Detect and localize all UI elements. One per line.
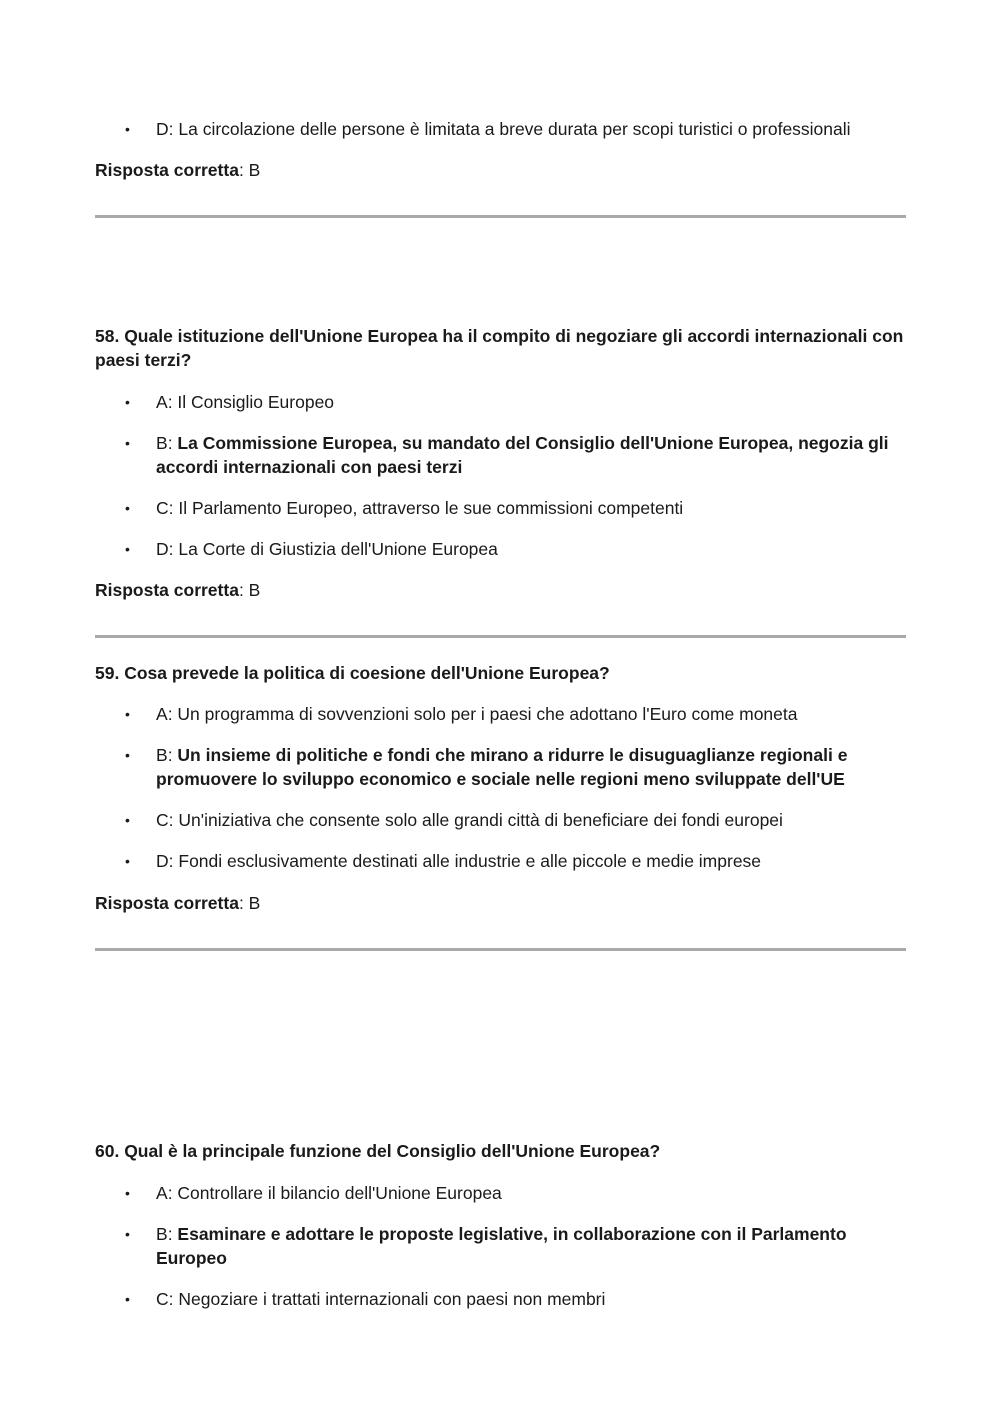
question-59 [95,661,910,915]
answer-value: B [248,893,261,913]
answer-value: B [248,580,261,600]
option-d: • D: La circolazione delle persone è limitata a breve durata per scopi turistici o professionali [125,119,851,139]
bullet-icon: • [125,853,130,869]
option-a: • A: Il Consiglio Europeo [125,392,335,412]
bullet-icon: • [125,812,130,828]
section-divider [95,215,906,218]
question-58 [95,324,910,602]
option-letter: B [156,745,168,765]
option-text: Il Parlamento Europeo, attraverso le sue commissioni competenti [178,498,684,518]
bullet-icon: • [125,706,130,722]
option-text: Negoziare i trattati internazionali con paesi non membri [178,1289,606,1309]
option-text: La Corte di Giustizia dell'Unione Europea [178,539,498,559]
option-letter: D [156,539,169,559]
section-divider [95,948,906,951]
option-text: La circolazione delle persone è limitata a breve durata per scopi turistici o professionali [178,119,851,139]
option-a: • A: Un programma di sovvenzioni solo per i paesi che adottano l'Euro come moneta [125,704,798,724]
option-letter: A [156,704,168,724]
option-letter: C [156,498,169,518]
bullet-icon: • [125,394,130,410]
bullet-icon: • [125,435,130,451]
option-b: • B: La Commissione Europea, su mandato del Consiglio dell'Unione Europea, negozia gli accordi internazionali con paesi terzi [125,433,889,477]
bullet-icon: • [125,747,130,763]
option-letter: B [156,433,168,453]
question-title: 59. Cosa prevede la politica di coesione dell'Unione Europea? [95,663,610,683]
option-list [95,702,910,873]
option-c: • C: Negoziare i trattati internazionali con paesi non membri [125,1289,606,1309]
option-b: • B: Esaminare e adottare le proposte legislative, in collaborazione con il Parlamento Europeo [125,1224,847,1268]
option-c: • C: Un'iniziativa che consente solo alle grandi città di beneficiare dei fondi europei [125,810,783,830]
answer-value: B [248,160,261,180]
question-title: 58. Quale istituzione dell'Unione Europea ha il compito di negoziare gli accordi internazionali con paesi terzi? [95,326,904,370]
option-d: • D: La Corte di Giustizia dell'Unione Europea [125,539,498,559]
question-title: 60. Qual è la principale funzione del Consiglio dell'Unione Europea? [95,1141,661,1161]
option-c: • C: Il Parlamento Europeo, attraverso le sue commissioni competenti [125,498,684,518]
option-text: La Commissione Europea, su mandato del Consiglio dell'Unione Europea, negozia gli accordi internazionali con paesi terzi [156,433,889,477]
answer-label: Risposta corretta [95,580,239,600]
option-letter: D [156,851,169,871]
answer-label: Risposta corretta [95,160,239,180]
option-list [95,1181,910,1311]
option-text: Un'iniziativa che consente solo alle grandi città di beneficiare dei fondi europei [178,810,783,830]
question-57-tail [95,117,910,182]
bullet-icon: • [125,1226,130,1242]
option-text: Controllare il bilancio dell'Unione Europea [177,1183,502,1203]
correct-answer: Risposta corretta: B [95,160,261,180]
option-text: Il Consiglio Europeo [177,392,335,412]
option-b: • B: Un insieme di politiche e fondi che mirano a ridurre le disuguaglianze regionali e promuovere lo sviluppo economico e sociale nelle regioni meno sviluppate dell'UE [125,745,848,789]
option-text: Un programma di sovvenzioni solo per i paesi che adottano l'Euro come moneta [177,704,798,724]
correct-answer: Risposta corretta: B [95,893,261,913]
option-list [95,117,910,141]
option-d: • D: Fondi esclusivamente destinati alle industrie e alle piccole e medie imprese [125,851,762,871]
option-letter: A [156,1183,168,1203]
bullet-icon: • [125,121,130,137]
option-a: • A: Controllare il bilancio dell'Unione Europea [125,1183,502,1203]
bullet-icon: • [125,1291,130,1307]
bullet-icon: • [125,1185,130,1201]
option-letter: B [156,1224,168,1244]
answer-label: Risposta corretta [95,893,239,913]
option-letter: A [156,392,168,412]
section-divider [95,635,906,638]
option-text: Esaminare e adottare le proposte legislative, in collaborazione con il Parlamento Europeo [156,1224,847,1268]
option-text: Un insieme di politiche e fondi che mirano a ridurre le disuguaglianze regionali e promuovere lo sviluppo economico e sociale nelle regioni meno sviluppate dell'UE [156,745,848,789]
option-text: Fondi esclusivamente destinati alle industrie e alle piccole e medie imprese [178,851,762,871]
bullet-icon: • [125,541,130,557]
bullet-icon: • [125,500,130,516]
question-60 [95,1139,910,1311]
correct-answer: Risposta corretta: B [95,580,261,600]
option-list [95,390,910,561]
option-letter: C [156,1289,169,1309]
option-letter: C [156,810,169,830]
option-letter: D [156,119,169,139]
